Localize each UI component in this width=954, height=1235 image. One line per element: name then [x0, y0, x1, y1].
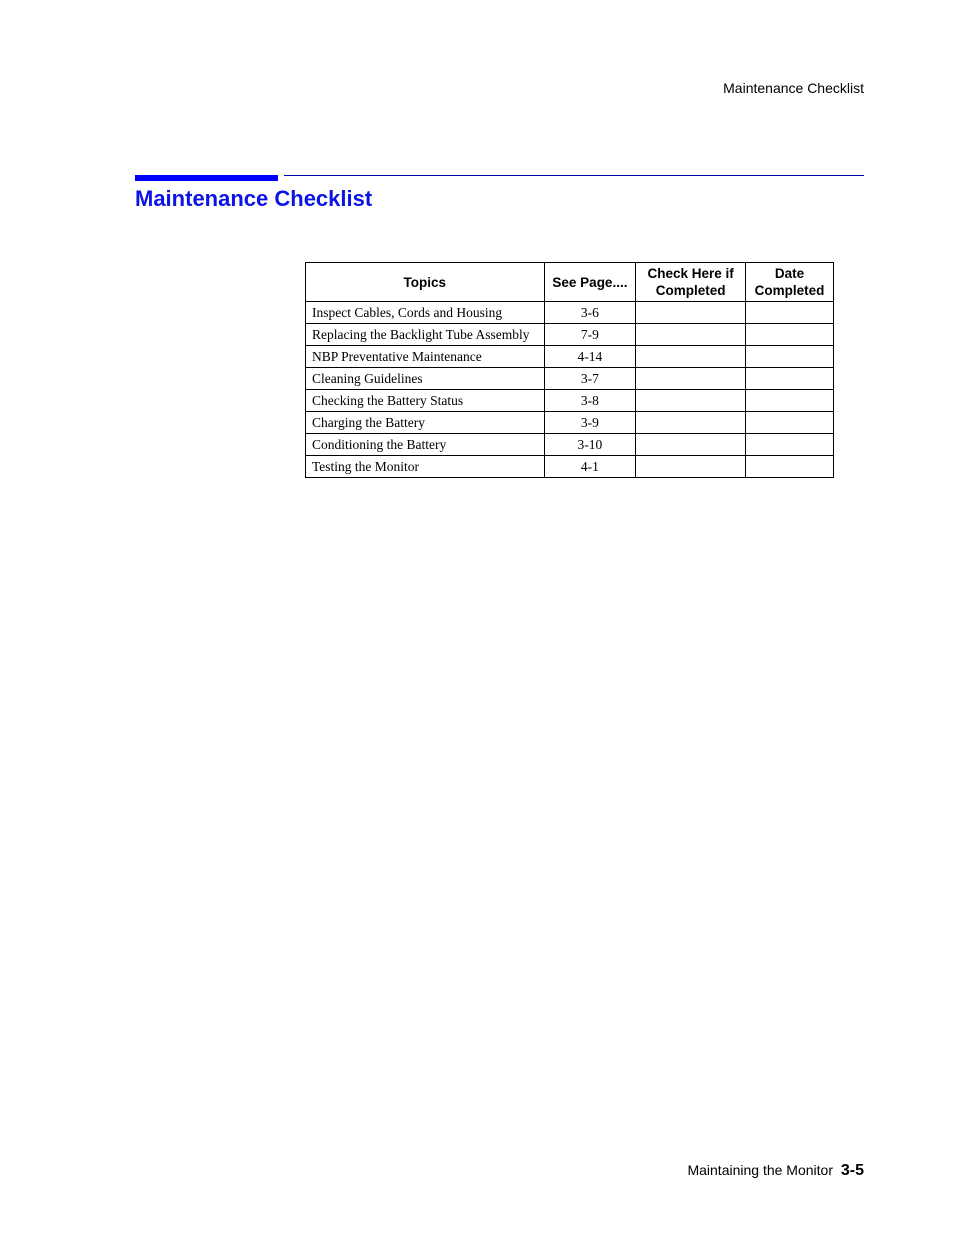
topic-cell: Testing the Monitor	[306, 456, 545, 478]
date-cell	[746, 346, 834, 368]
footer-page-number: 3-5	[840, 1162, 864, 1179]
page-cell: 3-6	[544, 302, 636, 324]
check-cell	[636, 412, 746, 434]
topic-cell: Charging the Battery	[306, 412, 545, 434]
running-header: Maintenance Checklist	[723, 80, 864, 96]
page-cell: 4-1	[544, 456, 636, 478]
topic-cell: Cleaning Guidelines	[306, 368, 545, 390]
check-cell	[636, 324, 746, 346]
table-row	[306, 368, 834, 390]
date-cell	[746, 368, 834, 390]
page-cell: 3-8	[544, 390, 636, 412]
section-rule-thin	[284, 175, 864, 176]
topic-cell: NBP Preventative Maintenance	[306, 346, 545, 368]
topic-cell: Conditioning the Battery	[306, 434, 545, 456]
topic-cell: Inspect Cables, Cords and Housing	[306, 302, 545, 324]
footer-chapter: Maintaining the Monitor	[687, 1162, 833, 1178]
check-cell	[636, 302, 746, 324]
table-row	[306, 346, 834, 368]
table-row	[306, 412, 834, 434]
table-header-row	[306, 263, 834, 302]
table-row	[306, 434, 834, 456]
table-row	[306, 456, 834, 478]
header-check-completed: Check Here if Completed	[636, 263, 746, 302]
date-cell	[746, 434, 834, 456]
header-see-page: See Page....	[544, 263, 636, 302]
page-footer	[687, 1162, 864, 1180]
page-cell: 4-14	[544, 346, 636, 368]
page-cell: 3-7	[544, 368, 636, 390]
header-topics: Topics	[306, 263, 545, 302]
date-cell	[746, 302, 834, 324]
check-cell	[636, 434, 746, 456]
maintenance-checklist-table	[305, 262, 834, 478]
header-date-completed: Date Completed	[746, 263, 834, 302]
page-cell: 3-10	[544, 434, 636, 456]
section-rule-thick	[135, 175, 278, 181]
table-row	[306, 390, 834, 412]
date-cell	[746, 390, 834, 412]
table-row	[306, 302, 834, 324]
check-cell	[636, 346, 746, 368]
table-row	[306, 324, 834, 346]
topic-cell: Checking the Battery Status	[306, 390, 545, 412]
check-cell	[636, 368, 746, 390]
page-cell: 3-9	[544, 412, 636, 434]
check-cell	[636, 456, 746, 478]
date-cell	[746, 456, 834, 478]
date-cell	[746, 324, 834, 346]
page-cell: 7-9	[544, 324, 636, 346]
topic-cell: Replacing the Backlight Tube Assembly	[306, 324, 545, 346]
section-title: Maintenance Checklist	[135, 186, 373, 211]
date-cell	[746, 412, 834, 434]
check-cell	[636, 390, 746, 412]
